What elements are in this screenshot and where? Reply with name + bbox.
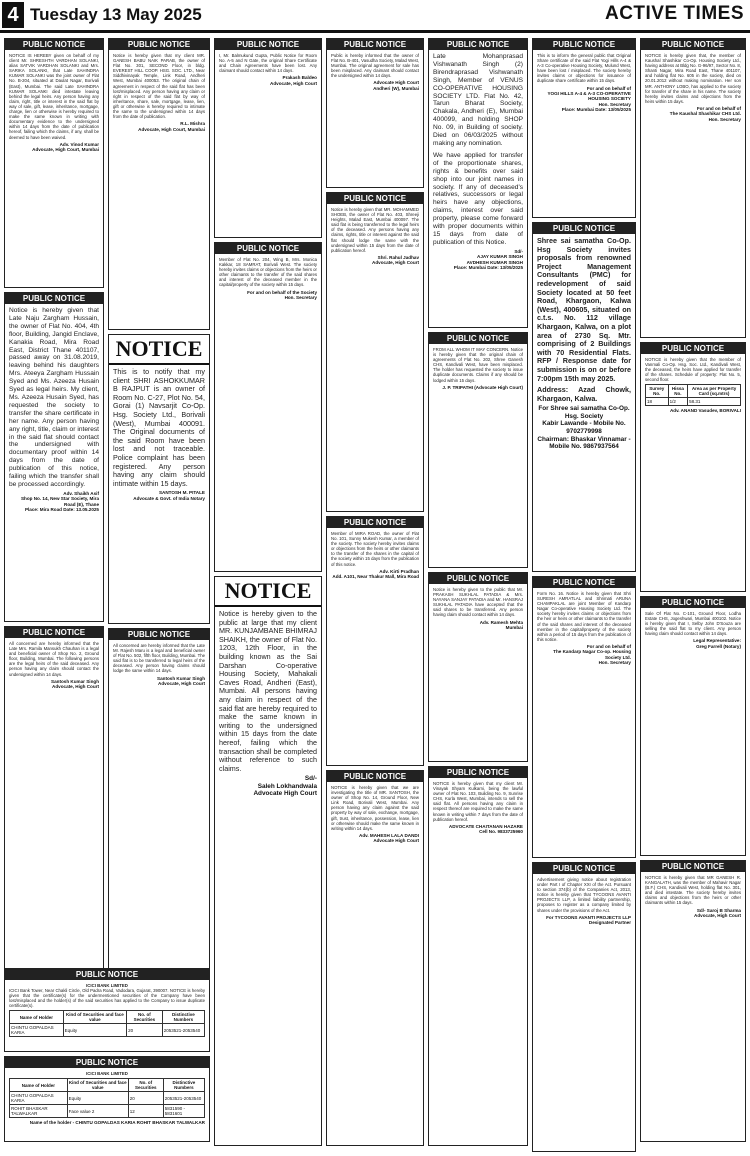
table-cell: 20 (128, 1092, 163, 1105)
notice-title: PUBLIC NOTICE (5, 969, 209, 980)
table-header-cell: Distinctive Numbers (163, 1079, 204, 1092)
notice-signature: For and on behalf of YOGI HILLS A-4 & A-3 CO-OPERATIVE HOUSING SOCIETY Hon. Secretary Place: Mumbai Date: 13/05/2025 (547, 85, 631, 113)
notice-title: NOTICE (109, 335, 209, 365)
column-6 (532, 38, 636, 1156)
notice-body: We have applied for transfer of the proportionate shares, rights & benefits over said shop into our joint names in society. If any of deceased's relatives, successors or legal heirs have any objections, claims, interest over said property, please come forward with proper documents within 15 days from date of publication of this Notice. (433, 151, 523, 246)
public-notice (640, 342, 746, 592)
notice-signature: For Shree sai samatha Co-Op. Hsg. Society Kabir Lawande - Mobile No. 9702779998 Chairman: Bhaskar Vinnamar - Mobile No. 9867937564 (537, 405, 631, 451)
notice-body: All concerned are hereby informed that the Late Mr. Rajesh Maru is a legal and beneficial owner of Flat No. 502, fifth floor, Building, Mumbai. The said flat is to be transferred to legal heirs of the deceased. Any person having claims should lodge the same within 14 days. (113, 643, 205, 674)
notice-body: Shree sai samatha Co-Op. Hsg Society invites proposals from renowned Project Management Consultants (PMC) for redevelopment of said Society located at 50 feet Road, Khargaon, Kalwa (West), 400605, situated on c.t.s. No. 112 village Khargaon, Kalwa, on a plot area of 2730 Sq. Mtr. comprising of 2 Buildings with 70 Residential Flats. RFP / Response date for submission is on or before 7:00pm 15th may 2025. (537, 236, 631, 383)
table-header-cell: Distinctive Numbers (162, 1011, 204, 1024)
notice-title: PUBLIC NOTICE (641, 39, 745, 50)
notice-signature: For and on behalf of the Society Hon. Secretary (247, 289, 317, 300)
public-notice (640, 860, 746, 1142)
icici-title: ICICI BANK LIMITED (86, 983, 128, 988)
notice-signature: Shri. Rahul Jadhav Advocate, High Court (372, 254, 419, 266)
column-5 (428, 38, 528, 1150)
notice-title: PUBLIC NOTICE (641, 597, 745, 608)
public-notice (214, 38, 322, 238)
notice-signature: Adv. MAHESH LALA DANDI Advocate High Court (359, 832, 419, 844)
notice-title: PUBLIC NOTICE (641, 343, 745, 354)
notice-title: PUBLIC NOTICE (429, 333, 527, 344)
table-header-cell: Name of Holder (10, 1079, 68, 1092)
notice-signature: J. P. TRIPATHI (Advocate High Court) (442, 384, 523, 390)
notice-signature: Advocate High Court Andheri (W), Mumbai (373, 80, 419, 91)
page-header (0, 0, 750, 30)
table-header-cell: Area as per Property Card (sq.mtrs) (688, 385, 741, 398)
notice-title: PUBLIC NOTICE (429, 39, 527, 50)
public-notice (326, 192, 424, 512)
table-header-cell: Kind of Securities and face value (63, 1011, 126, 1024)
table-cell: 2053521-2053540 (162, 1024, 204, 1037)
icici-notice (4, 968, 210, 1052)
notice-body: NOTICE is hereby given that my client Mr. Vinayak Shyam Kulkarni, being the lawful owner of Flat No. 103, Building No. 9, Sunrise CHS, Kurla West, Mumbai, intends to sell the said flat. All persons having any claim in respect thereof are required to make the same known in writing within 7 days from the date of publication hereof. (433, 781, 523, 822)
page-number: 4 (2, 2, 24, 28)
notice-signature: Santosh Kumar Singh Advocate, High Court (51, 678, 99, 690)
table-cell: 2053521-2053540 (163, 1092, 204, 1105)
table-cell: Equity (63, 1024, 126, 1037)
table-cell: Equity (67, 1092, 128, 1105)
table-header-cell: No. of Securities (127, 1011, 163, 1024)
public-notice (532, 576, 636, 858)
notice-body: I, Mr. Balmukund Gupta, Public Notice for Room No. A-5 and N Gate, the original Share Certificate and Chain Agreements have been lost. Any claimant should contact within 14 days. (219, 53, 317, 74)
public-notice (428, 332, 528, 568)
table-cell: 18 (646, 398, 669, 406)
notice-body: NOTICE is hereby given that MR GANESH R. KANGALATH, was the member of Mahavir Nagar (B.F.) CHS, Kandivali West, holding flat No. 301, and died intestate. The society hereby invites claims and objections from the heirs or other claimants within 15 days. (645, 875, 741, 906)
public-notice (640, 38, 746, 338)
notice-body: Notice is hereby given to the public that Mr. PRAKASH SUKHLAL PATADIA & Mrs. NAYANA SANJAY PATADIA and Mr. HANSRAJ SUKHLAL PATADIA have accepted that the said shares to be transferred. Any person having claim should contact within 14 days. (433, 587, 523, 618)
table-header-cell: Hissa No. (668, 385, 688, 398)
securities-table (9, 1078, 205, 1118)
notice-body: Advertisement giving notice about registration under Part I of Chapter XXI of the Act. Pursuant to section 374(b) of the Companies Act, 2013, notice is hereby given that TYCOONS AVANTI PROJECTS LLP, a limited liability partnership, proposes to register as a company limited by shares under the provisions of the Act. (537, 877, 631, 913)
property-schedule-table (645, 384, 741, 406)
notice-title: PUBLIC NOTICE (533, 223, 635, 234)
notice-signature: ADVOCATE CHAITANAN HAZARE Cell No. 9833725960 (448, 823, 523, 835)
icici-title: ICICI BANK LIMITED (86, 1071, 128, 1076)
table-cell: Face value 2 (67, 1105, 128, 1118)
notice-signature: Prakash Baldeo Advocate, High Court (270, 75, 317, 86)
table-cell: ROHIT BHASKAR TALWALKAR (10, 1105, 68, 1118)
notice-signature: Sd/- AJAY KUMAR SINGH AVDHESH KUMAR SINGH Place: Mumbai Date: 13/05/2025 (453, 248, 523, 270)
notice-body: Notice is hereby given to the public at large that my client MR. KUNJAMBANE BHIMRAJ SHAIKH, the owner of Flat No. 1203, 12th Floor, in the building known as the Sai Darshan Co-operative Housing Society, Mahakali Caves Road, Andheri (East), Mumbai. All persons having any claim in respect of the said flat are hereby required to make the same known in writing to the undersigned within 15 days from the date hereof, failing which the transaction shall be completed without reference to such claims. (219, 609, 317, 773)
notice-title: PUBLIC NOTICE (533, 577, 635, 588)
notice-title: PUBLIC NOTICE (429, 767, 527, 778)
notice-body: FROM ALL WHOM IT MAY CONCERN. Notice is hereby given that the original chain of agreements of Flat No. 202, Shree Ganesh CHS, Kandivali West, have been misplaced. The holder has requested the society to issue duplicate documents. Claims if any should be lodged within 15 days. (433, 347, 523, 383)
notice-body: Notice is hereby given that my client MR. GANESH BABU NAIK PARAB, the owner of Flat No. 301, SECOND Floor, in bldg. EVEREST HILL COOP. HSG. SOC. LTD., Near Siddhivinayak Temple, Link Road, Andheri West, Mumbai 400053. The original chain of agreement in respect of the said flat has been lost/misplaced. Any person having any claim or right in respect of the said flat by way of inheritance, share, sale, mortgage, lease, lien, gift or otherwise is hereby required to intimate the same to the undersigned within 14 days from the date of publication. (113, 53, 205, 120)
notice-body: Form No. 16. Notice is hereby given that Shri SURESH AMRATLAL and Shrimati ARUNA CHAMPAKLAL are joint Member of Kandarp Nagar Co-operative Housing Society Ltd. The society hereby invites claims or objections from the heir or heirs or other claimants to the transfer of the said shares and interest of the deceased member in the capital/property of the society within a period of 15 days from the publication of this notice. (537, 591, 631, 642)
notice-title: PUBLIC NOTICE (5, 293, 103, 304)
public-notice (4, 292, 104, 622)
public-notice (326, 516, 424, 766)
public-notice (532, 862, 636, 1152)
notice-title: NOTICE (215, 577, 321, 607)
column-3 (214, 38, 322, 1150)
table-header-cell: Survey No. (646, 385, 669, 398)
notice-signature: Adv. Shaikh Asif Shop No. 14, New Star Society, Mira Road (E), Thane Place: Mira Road Date: 13.05.2025 (20, 490, 99, 513)
notice-body: This is to notify that my client SHRI ASHOKKUMAR B RAJPUT is an owner of Room No. C-27, Plot No. 54, Gorai (1) Navsarjit Co-Op. Hsg. Society Ltd., Borivali (West), Mumbai 400091. The Original documents of the said Room have been lost and not traceable. Police complaint has been registered. Any person having any claim should intimate within 15 days. (113, 367, 205, 488)
table-cell: 5831590 - 5831601 (163, 1105, 204, 1118)
notice-signature: Adv. Kirti Pradhan Add. A101, Near Thakur Mall, Mira Road (332, 568, 419, 580)
notice-signature: For TYCOONS AVANTI PROJECTS LLP Designated Partner (546, 914, 631, 926)
notice (108, 334, 210, 624)
notice-title: PUBLIC NOTICE (327, 517, 423, 528)
table-header-cell: Kind of Securities and face value (68, 1080, 127, 1091)
public-notice (428, 572, 528, 762)
notice-title: PUBLIC NOTICE (109, 629, 209, 640)
notice-signature: Name of the holder - CHINTU GOPALDAS KARIA ROHIT BHASKAR TALWALKAR (29, 1120, 205, 1126)
public-notice (214, 242, 322, 572)
icici-notice (4, 1056, 210, 1142)
notice-signature: For and on behalf of The Kandarp Nagar Co-op. Housing Society Ltd. Hon. Secretary (553, 643, 631, 666)
notice-signature: Adv. Ramesh Mehta Mumbai (479, 619, 523, 630)
notice-title: PUBLIC NOTICE (5, 627, 103, 638)
notice-signature: SANTOSH M. PITALE Advocate & Govt. of India Notary (133, 490, 205, 501)
public-notice (428, 38, 528, 328)
notice-body: Member of Flat No. 204, Wing B, Mrs. Monica Kakkar, 18 SAMRAT, Borivali West. The society hereby invites claims or objections from the heirs or other claimants to the transfer of the said shares and interest of the deceased member in the capital/property of the society within 15 days. (219, 257, 317, 288)
notice-body: Notice is hereby given that MR. MOHAMMED SHOEB, the owner of Flat No. 403, Shreeji Heights, Malad East, Mumbai 400097. The said flat is being transferred to the legal heirs of the deceased. Any persons having any claims, rights, title or interest against the said flat should lodge the same with the undersigned within 15 days from the date of publication hereof. (331, 207, 419, 253)
public-notice (108, 38, 210, 330)
table-cell: 20 (127, 1024, 163, 1037)
public-notice (108, 628, 210, 978)
table-cell: CHINTU GOPALDAS KARIA (10, 1092, 68, 1105)
notice-title: PUBLIC NOTICE (641, 861, 745, 872)
header-rule (0, 30, 750, 33)
notice-body: This is to inform the general public that Original Share certificate of the said Flat Yogi Hills A-4 & A-3 Co-operative Housing Society, Mulund West, have been lost / misplaced. The society hereby invites claims or objections for issuance of duplicate share certificate within 15 days. (537, 53, 631, 84)
notice-signature: Sd/- Saleh Lokhandwala Advocate High Court (253, 775, 317, 798)
notice-body: ICICI Bank Tower, Near Chakli Circle, Old Padra Road, Vadodara, Gujarat, 390007. NOTICE is hereby given that the certificate(s) for the undermentioned securities of the Company have been lost/misplaced and the holder(s) of the said securities has applied to the Company to issue duplicate certificate(s). (9, 988, 205, 1009)
notice-signature: Adv. Vinod Kumar Advocate, High Court, Mumbai (32, 141, 99, 152)
notice-title: PUBLIC NOTICE (327, 39, 423, 50)
notice-address: Address: Azad Chowk, Khargaon, Kalwa. (537, 385, 631, 403)
notice-title: PUBLIC NOTICE (429, 573, 527, 584)
notice-body: Notice is hereby given that Late Naju Zargham Hussain, the owner of Flat No. 404, 4th floor, Building, Jangid Enclave, Kanakia Road, Mira Road East, District Thane 401107, passed away on 31.08.2019, leaving behind his daughters Mrs. Ateeya Zargham Hussain Syed and Ms. Azeeza Husain Syed as legal heirs. My client, Ms. Azeeza Husain Syed, has requested the society to transfer the share certificate in her name. Any person having any right, title, claim or interest in the said flat should contact the undersigned with documentary proof within 14 days from the date of publication of this notice, failing which the transfer shall be processed accordingly. (9, 307, 99, 488)
masthead: ACTIVE TIMES (604, 3, 744, 24)
notice-title: PUBLIC NOTICE (327, 771, 423, 782)
notice-signature: Legal Representative: Greg Farrell (Notary) (693, 638, 741, 649)
column-1 (4, 38, 104, 982)
public-notice (326, 38, 424, 188)
notice-signature: R.L. Mishra Advocate, High Court, Mumbai (138, 121, 205, 132)
table-cell: 12 (128, 1105, 163, 1118)
notice-title: PUBLIC NOTICE (533, 863, 635, 874)
public-notice (326, 770, 424, 1146)
table-header-cell: No. of Securities (128, 1079, 163, 1092)
table-cell: CHINTU GOPALDAS KARIA (10, 1024, 64, 1037)
notice-body: NOTICE is hereby given that the member of Vanmali Co-Op. Hsg. Soc. Ltd., Kandivali West, the deceased, the heirs have applied for transfer of the shares. Schedule of property: Flat No. 5, second floor. (645, 357, 741, 383)
notice-title: PUBLIC NOTICE (5, 39, 103, 50)
public-notice (640, 596, 746, 856)
public-notice (428, 766, 528, 1146)
issue-date: Tuesday 13 May 2025 (30, 5, 202, 24)
notice (214, 576, 322, 1146)
table-cell: 58.31 (688, 398, 741, 406)
notice-title: PUBLIC NOTICE (5, 1057, 209, 1068)
notice-title: PUBLIC NOTICE (109, 39, 209, 50)
column-4 (326, 38, 424, 1150)
notice-body: All concerned are hereby informed that the Late Mrs. Ramila Mansukh Chauhan is a legal and beneficial owner of Shop No. 2, Ground floor, Building, Mumbai. The following persons are the legal heirs of the said deceased. Any person having any claim should contact the undersigned within 14 days. (9, 641, 99, 677)
table-cell: 1/2 (668, 398, 688, 406)
public-notice (532, 38, 636, 218)
column-7 (640, 38, 746, 1146)
column-2 (108, 38, 210, 982)
notice-title: PUBLIC NOTICE (215, 243, 321, 254)
notice-signature: Adv. ANAND Vasudev, BORIVALI (669, 408, 741, 414)
notice-signature: Santosh Kumar Singh Advocate, High Court (157, 675, 205, 686)
notice-body: Sale Of Flat No. C-101, Ground Floor, Lodha Estate CHS, Jogeshwari, Mumbai 400102. Notice is hereby given that I, Selby John D'Souza are selling the said flat to my client. Any person having claim should contact within 14 days. (645, 611, 741, 637)
notice-signature: Sd/- Saroj B Sharma Advocate, High Court (694, 907, 741, 918)
notice-body: NOTICE is hereby given that, the member of Kaushal Shashikar Co-Op. Housing Society Ltd., having address at Bldg No. G-96/97, Sector No. 8, Shanti Nagar, Mira Road East, Thane 401107, and holding flat No. 605 in the society, died on 20.01.2012 without making nomination. Her son MR. ANTHONY LOBO, has applied to the society for transfer of the share in his name. The society hereby invites claims and objections from the heirs within 15 days. (645, 53, 741, 104)
notice-body: Member of MIRA ROAD, the owner of Flat No. 101, Sunny Mukesh Kumar, a member of the society. The society hereby invites claims or objections from the heirs or other claimants to the transfer of the shares in the capital of the society within 15 days from the publication of this notice. (331, 531, 419, 567)
pmc-invitation-notice (532, 222, 636, 572)
public-notice (4, 626, 104, 978)
notice-title: PUBLIC NOTICE (215, 39, 321, 50)
table-header-cell: Name of Holder (10, 1011, 64, 1024)
notice-body: NOTICE is hereby given that we are investigating the title of MR. SANTOSH, the owner of Shop No. 14, Ground Floor, New Link Road, Borivali West, Mumbai. Any person having any claim against the said property by way of sale, exchange, mortgage, gift, trust, inheritance, possession, lease, lien or otherwise should make the same known in writing within 14 days. (331, 785, 419, 831)
securities-table (9, 1010, 205, 1037)
notice-title: PUBLIC NOTICE (327, 193, 423, 204)
notice-signature: For and on behalf of The Kaushal Shashikar CHS Ltd. Hon. Secretary (669, 105, 741, 122)
notice-body: Public is hereby informed that the owner of Flat No. B-401, Vasudha Society, Malad West, Mumbai. The original agreement for sale has been misplaced. Any claimant should contact the undersigned within 14 days. (331, 53, 419, 79)
notice-title: PUBLIC NOTICE (533, 39, 635, 50)
icici-section (4, 968, 210, 1146)
notice-body: NOTICE IS HEREBY given on behalf of my client Mr. SHRESHTH VARDHAN SOLANKI, alias SATVIK VARDHAN SOLANKI and Mrs. SARIKA SOLANKI, that Late SAHINDRA KUMAR SOLANKI was the joint owner of Flat No. B-204, situated at Daulat Nagar, Borivali (East), Mumbai. The said Late SAHINDRA KUMAR SOLANKI died intestate leaving behind the legal heirs. Any person having any claim, right, title or interest in the said flat by way of sale, gift, lease, inheritance, mortgage, charge, lien or otherwise is hereby required to make the same known in writing with documentary evidence to the undersigned within 14 days from the date of publication hereof, failing which the claims, if any, shall be deemed to have been waived. (9, 53, 99, 140)
notice-body: Late Mohanprasad Vishwanath Singh (2) Birendraprasad Vishwanath Singh, Member of VENUS CO-OPERATIVE HOUSING SOCIETY LTD. Flat No. 42, Tarun Bharat Society, Chakala, Andheri (E), Mumbai 400099, and holding SHOP No. 09, in Building of society. Died on 06/03/2025 without making any nomination. (433, 53, 523, 147)
public-notice (4, 38, 104, 288)
